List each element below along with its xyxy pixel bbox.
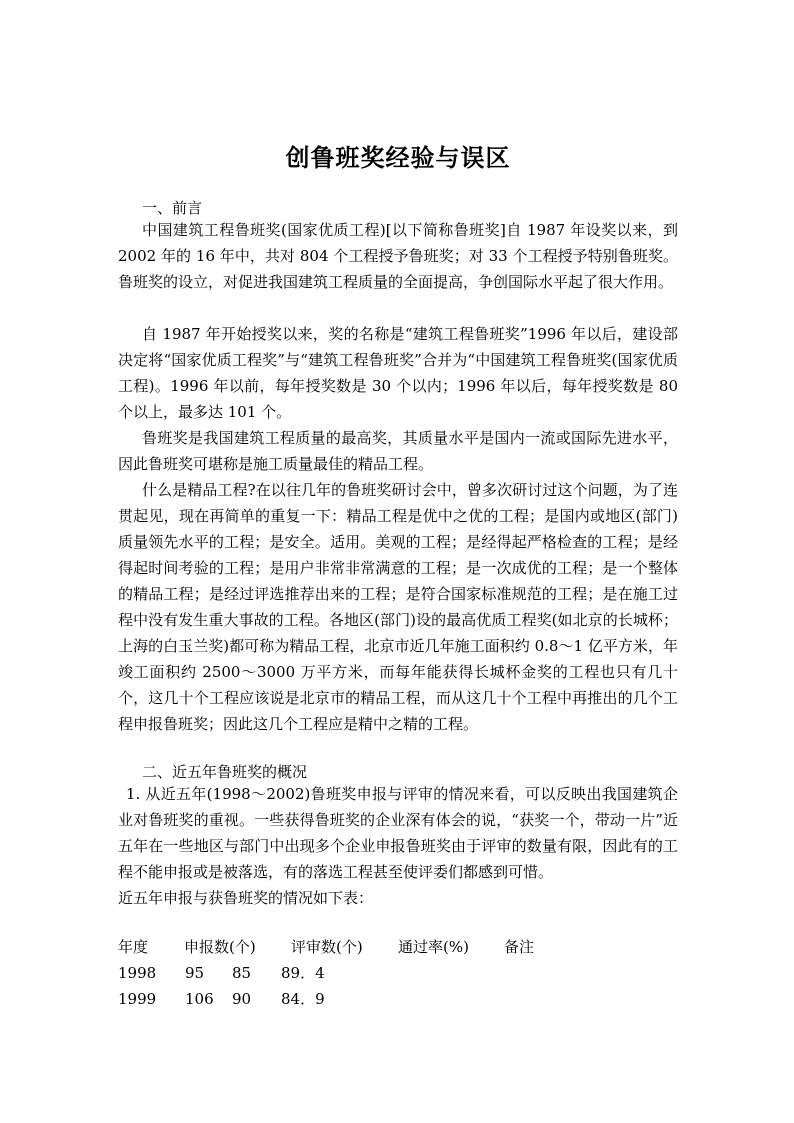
- cell-reviewed: 90: [232, 990, 252, 1008]
- cell-applied: 95: [185, 964, 205, 982]
- paragraph-2: 自 1987 年开始授奖以来，奖的名称是“建筑工程鲁班奖”1996 年以后，建设部决定将“国家优质工程奖”与“建筑工程鲁班奖”合并为“中国建筑工程鲁班奖(国家优质工程)。1996 年以前，每年授奖数是 30 个以内；1996 年以后，每年授奖数是 80 个以上，最多达 101 个。: [118, 325, 678, 421]
- table-row: [118, 986, 678, 1012]
- paragraph-5: 1. 从近五年(1998～2002)鲁班奖申报与评审的情况来看，可以反映出我国建筑企业对鲁班奖的重视。一些获得鲁班奖的企业深有体会的说，“获奖一个，带动一片”近五年在一些地区与部门中出现多个企业申报鲁班奖由于评审的数量有限，因此有的工程不能申报或是被落选，有的落选工程甚至使评委们都感到可惜。: [118, 785, 678, 881]
- paragraph-4: 什么是精品工程?在以往几年的鲁班奖研讨会中，曾多次研讨过这个问题，为了连贯起见，现在再简单的重复一下：精品工程是优中之优的工程；是国内或地区(部门)质量领先水平的工程；是安全。适用。美观的工程；是经得起严格检查的工程；是经得起时间考验的工程；是用户非常非常满意的工程；是一次成优的工程；是一个整体的精品工程；是经过评选推荐出来的工程；是符合国家标准规范的工程；是在施工过程中没有发生重大事故的工程。各地区(部门)设的最高优质工程奖(如北京的长城杯；上海的白玉兰奖)都可称为精品工程，北京市近几年施工面积约 0.8～1 亿平方米，年竣工面积约 2500～3000 万平方米，而每年能获得长城杯金奖的工程也只有几十个，这几十个工程应该说是北京市的精品工程，而从这几十个工程中再推出的几个工程申报鲁班奖；因此这几个工程应是精中之精的工程。: [118, 481, 678, 733]
- cell-pass-rate: 84．9: [281, 990, 325, 1008]
- cell-reviewed: 85: [232, 964, 252, 982]
- cell-year: 1999: [118, 990, 157, 1008]
- table-header-row: [118, 934, 678, 960]
- document-title: 创鲁班奖经验与误区: [285, 143, 511, 172]
- section-heading-preface: 一、前言: [142, 199, 203, 217]
- paragraph-6: 近五年申报与获鲁班奖的情况如下表：: [118, 889, 374, 907]
- table-row: [118, 960, 678, 986]
- header-year: 年度: [118, 938, 149, 956]
- cell-year: 1998: [118, 964, 157, 982]
- cell-pass-rate: 89．4: [281, 964, 325, 982]
- header-reviewed: 评审数(个): [291, 938, 363, 956]
- header-notes: 备注: [504, 938, 535, 956]
- section-heading-overview: 二、近五年鲁班奖的概况: [142, 763, 308, 781]
- cell-applied: 106: [185, 990, 214, 1008]
- paragraph-3: 鲁班奖是我国建筑工程质量的最高奖，其质量水平是国内一流或国际先进水平，因此鲁班奖可堪称是施工质量最佳的精品工程。: [118, 429, 678, 473]
- paragraph-1: 中国建筑工程鲁班奖(国家优质工程)[以下简称鲁班奖]自 1987 年设奖以来，到 2002 年的 16 年中，共对 804 个工程授予鲁班奖；对 33 个工程授予特别鲁班奖。鲁班奖的设立，对促进我国建筑工程质量的全面提高，争创国际水平起了很大作用。: [118, 221, 678, 291]
- award-stats-table: [118, 934, 678, 1012]
- header-pass-rate: 通过率(%): [398, 938, 469, 956]
- header-applied: 申报数(个): [184, 938, 256, 956]
